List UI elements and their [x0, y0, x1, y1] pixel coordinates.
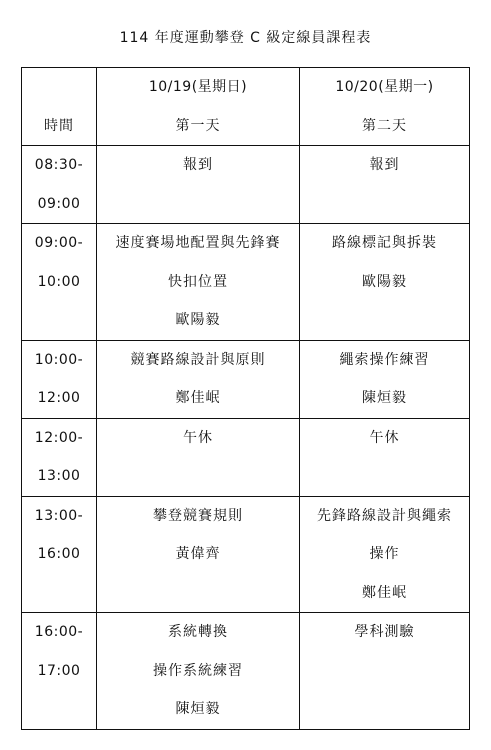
table-header-row [22, 68, 470, 146]
time-start: 08:30- [34, 157, 84, 173]
day2-session-cell [300, 496, 470, 613]
time-end: 16:00 [37, 546, 81, 562]
session-line: 繩索操作練習 [339, 351, 430, 368]
session-line: 先鋒路線設計與繩索 [317, 507, 452, 524]
time-end: 09:00 [37, 195, 81, 212]
table-row [22, 340, 470, 418]
document-title: 114 年度運動攀登 C 級定線員課程表 [119, 30, 372, 46]
day2-label: 第二天 [362, 117, 407, 134]
instructor-line: 黃偉齊 [175, 546, 221, 562]
time-start: 16:00- [34, 624, 84, 640]
instructor-line: 陳烜毅 [175, 701, 221, 717]
time-start: 13:00- [34, 507, 84, 524]
time-header-label: 時間 [44, 117, 74, 134]
schedule-table [21, 67, 470, 730]
table-row [22, 613, 470, 730]
session-line: 午休 [369, 429, 400, 446]
session-line: 快扣位置 [168, 273, 228, 290]
day2-header-cell [300, 68, 470, 146]
session-line: 競賽路線設計與原則 [130, 351, 266, 368]
time-cell [22, 418, 97, 496]
time-end: 17:00 [37, 662, 81, 679]
session-line: 午休 [183, 429, 213, 446]
instructor-line: 歐陽毅 [175, 312, 221, 328]
time-cell [22, 224, 97, 341]
session-line: 操作系統練習 [153, 662, 243, 679]
instructor-line: 陳烜毅 [362, 390, 407, 406]
day2-session-cell [300, 146, 470, 224]
table-row [22, 418, 470, 496]
day1-label: 第一天 [175, 117, 221, 134]
time-cell [22, 613, 97, 730]
day2-session-cell [300, 224, 470, 341]
session-line: 系統轉換 [168, 624, 228, 640]
day1-session-cell [97, 496, 300, 613]
session-line: 攀登競賽規則 [153, 507, 243, 524]
instructor-line: 鄭佳岷 [362, 584, 407, 601]
day1-session-cell [97, 224, 300, 341]
day1-session-cell [97, 340, 300, 418]
time-start: 12:00- [34, 429, 84, 446]
session-line: 學科測驗 [354, 624, 415, 640]
day1-session-cell [97, 146, 300, 224]
table-row [22, 224, 470, 341]
time-cell [22, 340, 97, 418]
session-line: 報到 [369, 157, 400, 173]
day1-header-cell [97, 68, 300, 146]
day2-session-cell [300, 613, 470, 730]
session-line: 速度賽場地配置與先鋒賽 [115, 235, 281, 251]
session-line: 路線標記與拆裝 [332, 235, 437, 251]
instructor-line: 鄭佳岷 [175, 390, 221, 406]
time-header-cell [22, 68, 97, 146]
time-end: 13:00 [37, 468, 81, 484]
instructor-line: 歐陽毅 [362, 273, 407, 290]
table-row [22, 146, 470, 224]
time-start: 09:00- [34, 235, 84, 251]
table-row [22, 496, 470, 613]
time-cell [22, 146, 97, 224]
day2-session-cell [300, 418, 470, 496]
session-line: 報到 [183, 157, 213, 173]
day2-session-cell [300, 340, 470, 418]
day2-date: 10/20(星期一) [335, 79, 434, 95]
day1-session-cell [97, 613, 300, 730]
time-end: 10:00 [37, 273, 81, 290]
time-cell [22, 496, 97, 613]
time-end: 12:00 [37, 390, 81, 406]
day1-session-cell [97, 418, 300, 496]
day1-date: 10/19(星期日) [148, 79, 248, 95]
session-line: 操作 [369, 546, 400, 562]
time-start: 10:00- [34, 351, 84, 368]
